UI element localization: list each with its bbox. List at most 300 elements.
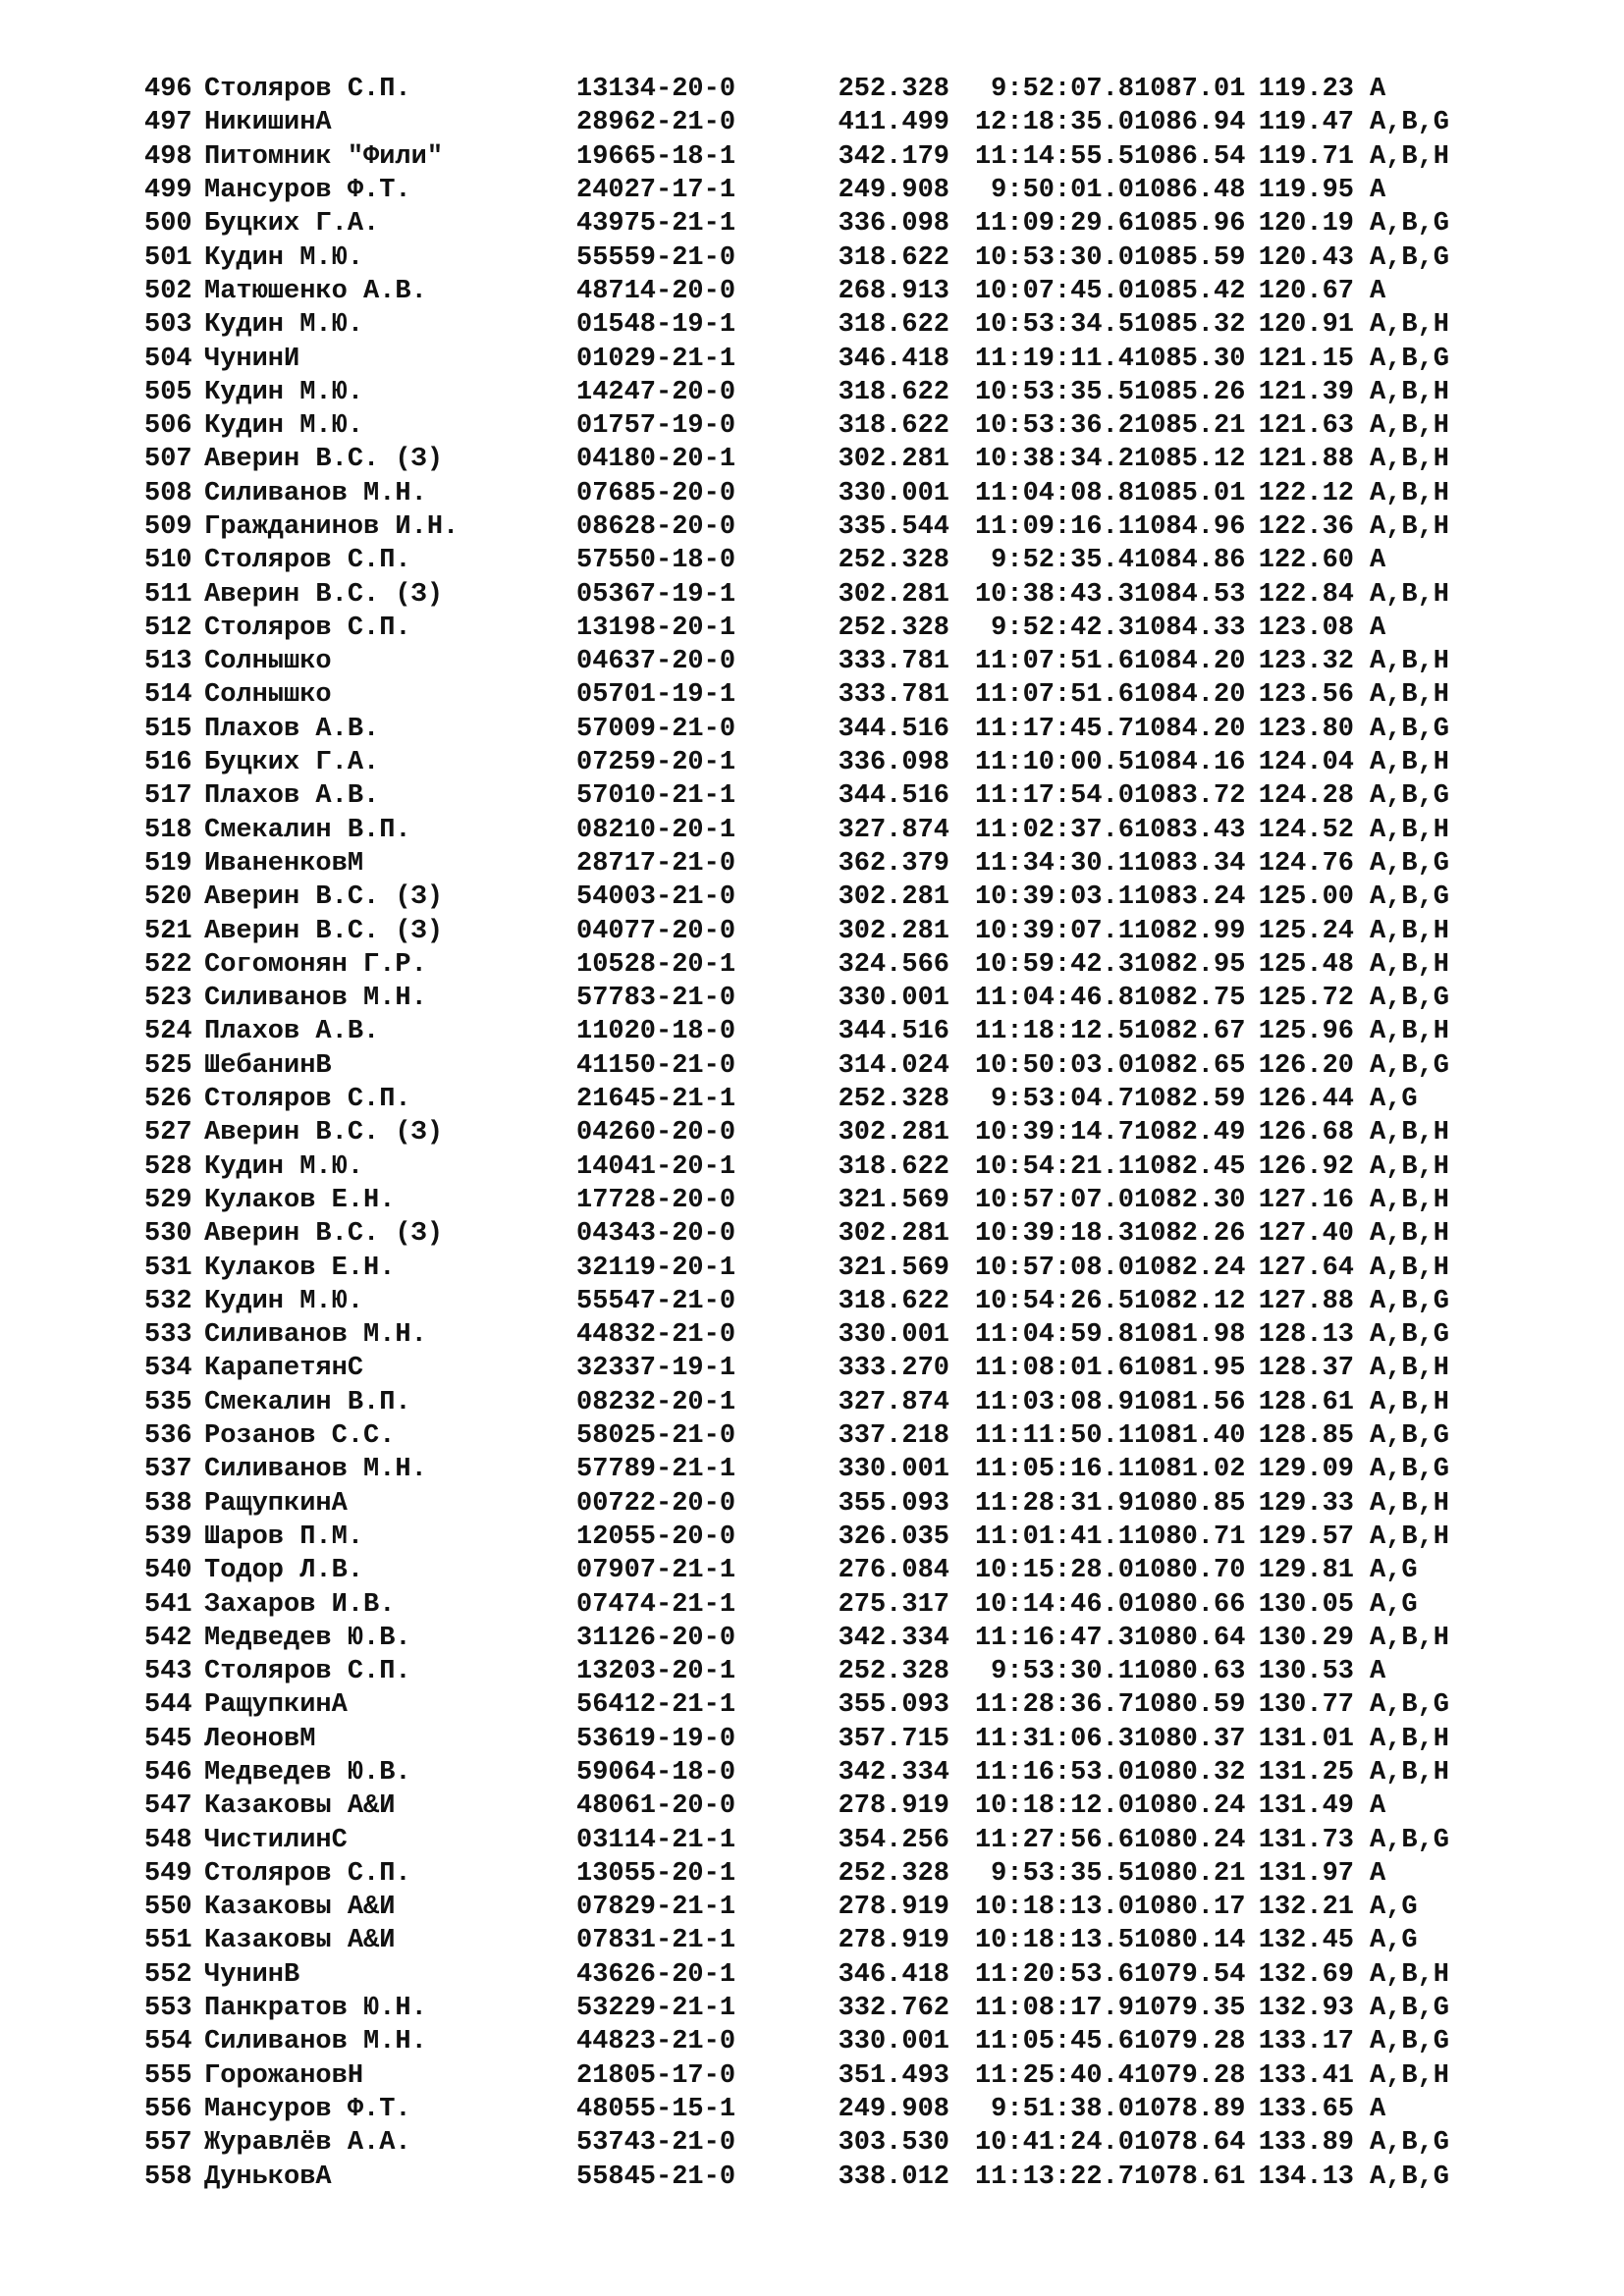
- categories-cell: A,B,H: [1370, 647, 1450, 677]
- categories-cell: A,B,G: [1370, 2128, 1450, 2159]
- arrival-time-cell: 10:39:18.3: [974, 1219, 1134, 1250]
- place-cell: 558: [144, 2162, 192, 2192]
- arrival-time-cell: 11:04:46.8: [974, 984, 1134, 1014]
- points-cell: 128.37: [1258, 1354, 1354, 1384]
- points-cell: 122.60: [1258, 546, 1354, 576]
- points-cell: 129.81: [1258, 1556, 1354, 1586]
- ring-number-cell: 17728-20-0: [576, 1185, 736, 1215]
- place-cell: 514: [144, 680, 192, 711]
- table-row: [144, 1756, 1449, 1789]
- ring-number-cell: 24027-17-1: [576, 176, 736, 206]
- speed-cell: 1081.95: [1134, 1354, 1246, 1384]
- ring-number-cell: 21805-17-0: [576, 2060, 736, 2091]
- table-row: [144, 1521, 1449, 1554]
- table-row: [144, 308, 1449, 342]
- distance-cell: 351.493: [838, 2060, 949, 2091]
- table-row: [144, 1419, 1449, 1453]
- fancier-name-cell: Аверин В.С. (З): [204, 579, 444, 610]
- points-cell: 131.97: [1258, 1858, 1354, 1889]
- ring-number-cell: 10528-20-1: [576, 949, 736, 980]
- arrival-time-cell: 11:17:45.7: [974, 714, 1134, 744]
- ring-number-cell: 08628-20-0: [576, 512, 736, 542]
- arrival-time-cell: 11:01:41.1: [974, 1522, 1134, 1552]
- distance-cell: 252.328: [838, 1657, 949, 1687]
- categories-cell: A,B,G: [1370, 1825, 1450, 1855]
- ring-number-cell: 44823-21-0: [576, 2027, 736, 2057]
- arrival-time-cell: 11:09:29.6: [974, 209, 1134, 240]
- arrival-time-cell: 11:04:59.8: [974, 1320, 1134, 1351]
- speed-cell: 1082.67: [1134, 1017, 1246, 1047]
- place-cell: 515: [144, 714, 192, 744]
- arrival-time-cell: 11:09:16.1: [974, 512, 1134, 542]
- table-row: [144, 1083, 1449, 1116]
- arrival-time-cell: 10:53:30.0: [974, 242, 1134, 273]
- points-cell: 127.16: [1258, 1185, 1354, 1215]
- place-cell: 549: [144, 1858, 192, 1889]
- arrival-time-cell: 11:27:56.6: [974, 1825, 1134, 1855]
- fancier-name-cell: Тодор Л.В.: [204, 1556, 364, 1586]
- speed-cell: 1085.32: [1134, 310, 1246, 341]
- fancier-name-cell: Мансуров Ф.Т.: [204, 2094, 411, 2124]
- fancier-name-cell: Гражданинов И.Н.: [204, 512, 460, 542]
- place-cell: 541: [144, 1589, 192, 1620]
- arrival-time-cell: 11:14:55.5: [974, 141, 1134, 172]
- arrival-time-cell: 11:04:08.8: [974, 478, 1134, 508]
- table-row: [144, 1217, 1449, 1251]
- categories-cell: A,G: [1370, 1893, 1418, 1923]
- distance-cell: 278.919: [838, 1893, 949, 1923]
- speed-cell: 1079.28: [1134, 2027, 1246, 2057]
- categories-cell: A: [1370, 1791, 1386, 1822]
- categories-cell: A,B,H: [1370, 377, 1450, 407]
- points-cell: 120.67: [1258, 276, 1354, 306]
- ring-number-cell: 13198-20-1: [576, 613, 736, 643]
- arrival-time-cell: 11:34:30.1: [974, 848, 1134, 879]
- distance-cell: 252.328: [838, 1085, 949, 1115]
- categories-cell: A,B,G: [1370, 344, 1450, 374]
- place-cell: 507: [144, 445, 192, 475]
- place-cell: 497: [144, 108, 192, 138]
- arrival-time-cell: 10:39:07.1: [974, 916, 1134, 946]
- distance-cell: 249.908: [838, 176, 949, 206]
- arrival-time-cell: 10:18:13.5: [974, 1926, 1134, 1956]
- points-cell: 126.92: [1258, 1151, 1354, 1182]
- distance-cell: 337.218: [838, 1421, 949, 1452]
- speed-cell: 1081.56: [1134, 1387, 1246, 1417]
- points-cell: 122.84: [1258, 579, 1354, 610]
- table-row: [144, 1554, 1449, 1587]
- fancier-name-cell: Кудин М.Ю.: [204, 411, 364, 442]
- speed-cell: 1086.48: [1134, 176, 1246, 206]
- points-cell: 121.88: [1258, 445, 1354, 475]
- arrival-time-cell: 9:53:04.7: [991, 1085, 1134, 1115]
- table-row: [144, 544, 1449, 577]
- distance-cell: 302.281: [838, 579, 949, 610]
- place-cell: 499: [144, 176, 192, 206]
- place-cell: 527: [144, 1118, 192, 1148]
- distance-cell: 302.281: [838, 1219, 949, 1250]
- speed-cell: 1082.26: [1134, 1219, 1246, 1250]
- categories-cell: A,B,H: [1370, 1185, 1450, 1215]
- distance-cell: 318.622: [838, 411, 949, 442]
- speed-cell: 1082.12: [1134, 1286, 1246, 1316]
- distance-cell: 342.334: [838, 1757, 949, 1788]
- ring-number-cell: 07831-21-1: [576, 1926, 736, 1956]
- points-cell: 121.15: [1258, 344, 1354, 374]
- categories-cell: A: [1370, 1858, 1386, 1889]
- arrival-time-cell: 11:28:31.9: [974, 1488, 1134, 1519]
- table-row: [144, 612, 1449, 645]
- arrival-time-cell: 10:57:08.0: [974, 1253, 1134, 1283]
- table-row: [144, 1285, 1449, 1318]
- categories-cell: A: [1370, 75, 1386, 105]
- arrival-time-cell: 10:59:42.3: [974, 949, 1134, 980]
- table-row: [144, 577, 1449, 611]
- place-cell: 509: [144, 512, 192, 542]
- categories-cell: A,B,H: [1370, 1623, 1450, 1653]
- ring-number-cell: 04637-20-0: [576, 647, 736, 677]
- distance-cell: 330.001: [838, 478, 949, 508]
- distance-cell: 342.334: [838, 1623, 949, 1653]
- speed-cell: 1079.35: [1134, 1994, 1246, 2024]
- ring-number-cell: 56412-21-1: [576, 1690, 736, 1721]
- ring-number-cell: 04180-20-1: [576, 445, 736, 475]
- place-cell: 503: [144, 310, 192, 341]
- ring-number-cell: 21645-21-1: [576, 1085, 736, 1115]
- table-row: [144, 1723, 1449, 1756]
- arrival-time-cell: 11:16:47.3: [974, 1623, 1134, 1653]
- distance-cell: 342.179: [838, 141, 949, 172]
- speed-cell: 1080.85: [1134, 1488, 1246, 1519]
- table-row: [144, 982, 1449, 1015]
- distance-cell: 326.035: [838, 1522, 949, 1552]
- speed-cell: 1082.95: [1134, 949, 1246, 980]
- distance-cell: 330.001: [838, 984, 949, 1014]
- fancier-name-cell: Панкратов Ю.Н.: [204, 1994, 427, 2024]
- ring-number-cell: 57789-21-1: [576, 1455, 736, 1485]
- fancier-name-cell: НикишинА: [204, 108, 332, 138]
- speed-cell: 1080.66: [1134, 1589, 1246, 1620]
- speed-cell: 1082.45: [1134, 1151, 1246, 1182]
- arrival-time-cell: 11:03:08.9: [974, 1387, 1134, 1417]
- points-cell: 131.49: [1258, 1791, 1354, 1822]
- categories-cell: A: [1370, 546, 1386, 576]
- fancier-name-cell: ДуньковА: [204, 2162, 332, 2192]
- categories-cell: A,B,H: [1370, 512, 1450, 542]
- ring-number-cell: 08210-20-1: [576, 815, 736, 845]
- place-cell: 530: [144, 1219, 192, 1250]
- distance-cell: 303.530: [838, 2128, 949, 2159]
- speed-cell: 1079.54: [1134, 1959, 1246, 1990]
- table-row: [144, 1789, 1449, 1823]
- categories-cell: A,G: [1370, 1085, 1418, 1115]
- categories-cell: A,B,H: [1370, 1017, 1450, 1047]
- fancier-name-cell: КарапетянС: [204, 1354, 364, 1384]
- table-row: [144, 240, 1449, 274]
- points-cell: 131.01: [1258, 1724, 1354, 1754]
- table-row: [144, 678, 1449, 712]
- table-row: [144, 2059, 1449, 2093]
- ring-number-cell: 05367-19-1: [576, 579, 736, 610]
- fancier-name-cell: Силиванов М.Н.: [204, 2027, 427, 2057]
- categories-cell: A,B,G: [1370, 1994, 1450, 2024]
- table-row: [144, 342, 1449, 375]
- distance-cell: 276.084: [838, 1556, 949, 1586]
- table-row: [144, 1486, 1449, 1520]
- place-cell: 502: [144, 276, 192, 306]
- place-cell: 508: [144, 478, 192, 508]
- categories-cell: A,B,H: [1370, 1488, 1450, 1519]
- distance-cell: 318.622: [838, 310, 949, 341]
- fancier-name-cell: Кулаков Е.Н.: [204, 1253, 396, 1283]
- distance-cell: 333.270: [838, 1354, 949, 1384]
- ring-number-cell: 44832-21-0: [576, 1320, 736, 1351]
- table-row: [144, 1823, 1449, 1856]
- categories-cell: A,B,H: [1370, 478, 1450, 508]
- distance-cell: 346.418: [838, 344, 949, 374]
- fancier-name-cell: Захаров И.В.: [204, 1589, 396, 1620]
- table-row: [144, 645, 1449, 678]
- place-cell: 531: [144, 1253, 192, 1283]
- distance-cell: 411.499: [838, 108, 949, 138]
- arrival-time-cell: 11:08:17.9: [974, 1994, 1134, 2024]
- fancier-name-cell: Аверин В.С. (З): [204, 445, 444, 475]
- arrival-time-cell: 10:54:21.1: [974, 1151, 1134, 1182]
- categories-cell: A,B,H: [1370, 445, 1450, 475]
- categories-cell: A,B,H: [1370, 411, 1450, 442]
- table-row: [144, 477, 1449, 510]
- distance-cell: 335.544: [838, 512, 949, 542]
- arrival-time-cell: 12:18:35.0: [974, 108, 1134, 138]
- arrival-time-cell: 10:53:36.2: [974, 411, 1134, 442]
- fancier-name-cell: Столяров С.П.: [204, 1085, 411, 1115]
- table-row: [144, 140, 1449, 174]
- categories-cell: A,B,H: [1370, 1724, 1450, 1754]
- ring-number-cell: 08232-20-1: [576, 1387, 736, 1417]
- categories-cell: A,B,G: [1370, 1320, 1450, 1351]
- points-cell: 132.45: [1258, 1926, 1354, 1956]
- table-row: [144, 1352, 1449, 1385]
- speed-cell: 1085.96: [1134, 209, 1246, 240]
- categories-cell: A,B,G: [1370, 1455, 1450, 1485]
- place-cell: 517: [144, 781, 192, 812]
- points-cell: 130.53: [1258, 1657, 1354, 1687]
- ring-number-cell: 05701-19-1: [576, 680, 736, 711]
- table-row: [144, 409, 1449, 443]
- categories-cell: A,B,G: [1370, 2162, 1450, 2192]
- ring-number-cell: 57550-18-0: [576, 546, 736, 576]
- place-cell: 551: [144, 1926, 192, 1956]
- distance-cell: 355.093: [838, 1690, 949, 1721]
- arrival-time-cell: 9:51:38.0: [991, 2094, 1134, 2124]
- arrival-time-cell: 11:07:51.6: [974, 647, 1134, 677]
- speed-cell: 1080.59: [1134, 1690, 1246, 1721]
- place-cell: 519: [144, 848, 192, 879]
- points-cell: 125.96: [1258, 1017, 1354, 1047]
- fancier-name-cell: Казаковы А&И: [204, 1893, 396, 1923]
- speed-cell: 1080.24: [1134, 1791, 1246, 1822]
- place-cell: 528: [144, 1151, 192, 1182]
- fancier-name-cell: Кулаков Е.Н.: [204, 1185, 396, 1215]
- categories-cell: A,B,G: [1370, 108, 1450, 138]
- ring-number-cell: 57009-21-0: [576, 714, 736, 744]
- arrival-time-cell: 11:19:11.4: [974, 344, 1134, 374]
- speed-cell: 1081.02: [1134, 1455, 1246, 1485]
- points-cell: 123.56: [1258, 680, 1354, 711]
- speed-cell: 1080.14: [1134, 1926, 1246, 1956]
- points-cell: 133.89: [1258, 2128, 1354, 2159]
- speed-cell: 1079.28: [1134, 2060, 1246, 2091]
- ring-number-cell: 01757-19-0: [576, 411, 736, 442]
- fancier-name-cell: Солнышко: [204, 680, 332, 711]
- place-cell: 504: [144, 344, 192, 374]
- fancier-name-cell: Столяров С.П.: [204, 546, 411, 576]
- distance-cell: 355.093: [838, 1488, 949, 1519]
- place-cell: 552: [144, 1959, 192, 1990]
- distance-cell: 344.516: [838, 781, 949, 812]
- points-cell: 128.61: [1258, 1387, 1354, 1417]
- distance-cell: 302.281: [838, 882, 949, 913]
- points-cell: 130.77: [1258, 1690, 1354, 1721]
- place-cell: 545: [144, 1724, 192, 1754]
- categories-cell: A: [1370, 276, 1386, 306]
- ring-number-cell: 13055-20-1: [576, 1858, 736, 1889]
- speed-cell: 1081.98: [1134, 1320, 1246, 1351]
- ring-number-cell: 19665-18-1: [576, 141, 736, 172]
- fancier-name-cell: Аверин В.С. (З): [204, 916, 444, 946]
- points-cell: 127.40: [1258, 1219, 1354, 1250]
- place-cell: 505: [144, 377, 192, 407]
- fancier-name-cell: Журавлёв А.А.: [204, 2128, 411, 2159]
- points-cell: 122.12: [1258, 478, 1354, 508]
- place-cell: 526: [144, 1085, 192, 1115]
- fancier-name-cell: Медведев Ю.В.: [204, 1757, 411, 1788]
- table-row: [144, 1150, 1449, 1184]
- categories-cell: A,B,G: [1370, 882, 1450, 913]
- speed-cell: 1085.42: [1134, 276, 1246, 306]
- speed-cell: 1084.20: [1134, 680, 1246, 711]
- arrival-time-cell: 10:18:13.0: [974, 1893, 1134, 1923]
- speed-cell: 1080.17: [1134, 1893, 1246, 1923]
- speed-cell: 1083.43: [1134, 815, 1246, 845]
- distance-cell: 318.622: [838, 1151, 949, 1182]
- fancier-name-cell: Плахов А.В.: [204, 1017, 380, 1047]
- speed-cell: 1084.86: [1134, 546, 1246, 576]
- table-row: [144, 2126, 1449, 2160]
- points-cell: 120.19: [1258, 209, 1354, 240]
- points-cell: 125.48: [1258, 949, 1354, 980]
- ring-number-cell: 00722-20-0: [576, 1488, 736, 1519]
- place-cell: 535: [144, 1387, 192, 1417]
- speed-cell: 1078.89: [1134, 2094, 1246, 2124]
- table-row: [144, 1015, 1449, 1048]
- ring-number-cell: 04343-20-0: [576, 1219, 736, 1250]
- distance-cell: 330.001: [838, 1455, 949, 1485]
- arrival-time-cell: 10:54:26.5: [974, 1286, 1134, 1316]
- arrival-time-cell: 10:50:03.0: [974, 1050, 1134, 1081]
- speed-cell: 1086.94: [1134, 108, 1246, 138]
- speed-cell: 1084.53: [1134, 579, 1246, 610]
- speed-cell: 1078.64: [1134, 2128, 1246, 2159]
- categories-cell: A,B,H: [1370, 1118, 1450, 1148]
- ring-number-cell: 53743-21-0: [576, 2128, 736, 2159]
- categories-cell: A,B,H: [1370, 1959, 1450, 1990]
- ring-number-cell: 04260-20-0: [576, 1118, 736, 1148]
- points-cell: 133.65: [1258, 2094, 1354, 2124]
- speed-cell: 1083.72: [1134, 781, 1246, 812]
- ring-number-cell: 55559-21-0: [576, 242, 736, 273]
- distance-cell: 333.781: [838, 680, 949, 711]
- speed-cell: 1084.16: [1134, 748, 1246, 778]
- place-cell: 540: [144, 1556, 192, 1586]
- points-cell: 125.72: [1258, 984, 1354, 1014]
- distance-cell: 302.281: [838, 445, 949, 475]
- place-cell: 550: [144, 1893, 192, 1923]
- categories-cell: A,B,G: [1370, 1690, 1450, 1721]
- place-cell: 557: [144, 2128, 192, 2159]
- distance-cell: 268.913: [838, 276, 949, 306]
- speed-cell: 1080.24: [1134, 1825, 1246, 1855]
- table-row: [144, 2160, 1449, 2193]
- speed-cell: 1085.21: [1134, 411, 1246, 442]
- distance-cell: 357.715: [838, 1724, 949, 1754]
- fancier-name-cell: ЧунинИ: [204, 344, 300, 374]
- categories-cell: A,B,H: [1370, 1219, 1450, 1250]
- categories-cell: A,B,H: [1370, 2060, 1450, 2091]
- categories-cell: A,B,H: [1370, 748, 1450, 778]
- arrival-time-cell: 9:52:07.8: [991, 75, 1134, 105]
- arrival-time-cell: 10:15:28.0: [974, 1556, 1134, 1586]
- distance-cell: 302.281: [838, 916, 949, 946]
- fancier-name-cell: Розанов С.С.: [204, 1421, 396, 1452]
- place-cell: 546: [144, 1757, 192, 1788]
- table-row: [144, 207, 1449, 240]
- fancier-name-cell: Столяров С.П.: [204, 75, 411, 105]
- points-cell: 128.85: [1258, 1421, 1354, 1452]
- speed-cell: 1082.75: [1134, 984, 1246, 1014]
- fancier-name-cell: Аверин В.С. (З): [204, 1118, 444, 1148]
- arrival-time-cell: 10:39:14.7: [974, 1118, 1134, 1148]
- ring-number-cell: 57783-21-0: [576, 984, 736, 1014]
- fancier-name-cell: ЧунинВ: [204, 1959, 300, 1990]
- ring-number-cell: 14041-20-1: [576, 1151, 736, 1182]
- arrival-time-cell: 9:53:35.5: [991, 1858, 1134, 1889]
- speed-cell: 1082.99: [1134, 916, 1246, 946]
- distance-cell: 330.001: [838, 2027, 949, 2057]
- place-cell: 496: [144, 75, 192, 105]
- place-cell: 521: [144, 916, 192, 946]
- fancier-name-cell: ЧистилинС: [204, 1825, 348, 1855]
- categories-cell: A,B,G: [1370, 848, 1450, 879]
- points-cell: 129.57: [1258, 1522, 1354, 1552]
- distance-cell: 327.874: [838, 815, 949, 845]
- place-cell: 533: [144, 1320, 192, 1351]
- ring-number-cell: 31126-20-0: [576, 1623, 736, 1653]
- points-cell: 127.64: [1258, 1253, 1354, 1283]
- points-cell: 119.47: [1258, 108, 1354, 138]
- categories-cell: A,B,H: [1370, 916, 1450, 946]
- ring-number-cell: 01029-21-1: [576, 344, 736, 374]
- distance-cell: 336.098: [838, 748, 949, 778]
- points-cell: 132.21: [1258, 1893, 1354, 1923]
- fancier-name-cell: Кудин М.Ю.: [204, 1151, 364, 1182]
- distance-cell: 249.908: [838, 2094, 949, 2124]
- points-cell: 133.41: [1258, 2060, 1354, 2091]
- fancier-name-cell: Плахов А.В.: [204, 714, 380, 744]
- points-cell: 124.04: [1258, 748, 1354, 778]
- fancier-name-cell: Силиванов М.Н.: [204, 984, 427, 1014]
- points-cell: 120.43: [1258, 242, 1354, 273]
